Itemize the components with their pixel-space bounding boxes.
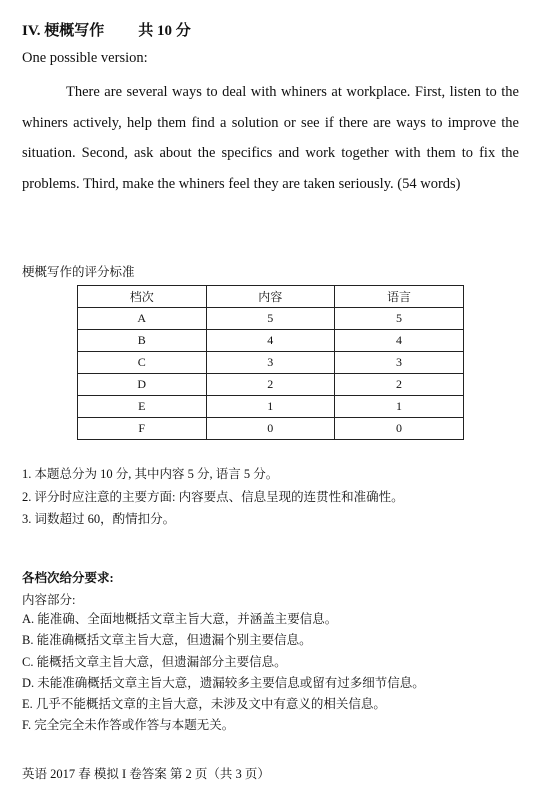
summary-paragraph: There are several ways to deal with whiners at workplace. First, listen to the whiners actively, help them find a solution or see if there are ways to improve the situation. Second, ask about the specifics and work together with them to fix the problems. Third, make the whiners feel they are taken seriously. (54 words) [22,84,519,192]
criteria-item: A. 能准确、全面地概括文章主旨大意，并涵盖主要信息。 [22,612,338,626]
page-footer: 英语 2017 春 模拟 I 卷答案 第 2 页（共 3 页） [22,767,270,781]
table-row [78,374,464,396]
header-language: 语言 [335,286,464,308]
table-row [78,330,464,352]
scoring-notes [22,463,404,531]
cell-level: F [78,418,207,440]
section-heading [22,19,191,40]
criteria-list [22,609,425,737]
note-item: 3. 词数超过 60，酌情扣分。 [22,512,176,526]
requirements-title: 各档次给分要求: [22,571,114,585]
criteria-item: E. 几乎不能概括文章的主旨大意，未涉及文中有意义的相关信息。 [22,697,386,712]
cell-content-score: 2 [206,374,335,396]
note-item: 1. 本题总分为 10 分, 其中内容 5 分, 语言 5 分。 [22,467,279,481]
header-level: 档次 [78,286,207,308]
table-caption: 梗概写作的评分标准 [22,265,135,279]
table-row [78,352,464,374]
table-row [78,308,464,330]
cell-level: C [78,352,207,374]
cell-level: E [78,396,207,418]
cell-content-score: 1 [206,396,335,418]
header-content: 内容 [206,286,335,308]
version-label: One possible version: [22,50,148,66]
scoring-table [77,285,464,440]
cell-language-score: 4 [335,330,464,352]
cell-level: B [78,330,207,352]
criteria-item: D. 未能准确概括文章主旨大意，遗漏较多主要信息或留有过多细节信息。 [22,675,425,690]
cell-content-score: 0 [206,418,335,440]
cell-language-score: 2 [335,374,464,396]
cell-language-score: 0 [335,418,464,440]
criteria-item: F. 完全完全未作答或作答与本题无关。 [22,718,235,733]
cell-language-score: 1 [335,396,464,418]
cell-content-score: 3 [206,352,335,374]
cell-language-score: 5 [335,308,464,330]
section-points: 共 10 分 [138,23,191,39]
note-item: 2. 评分时应注意的主要方面: 内容要点、信息呈现的连贯性和准确性。 [22,489,404,504]
criteria-item: C. 能概括文章主旨大意，但遗漏部分主要信息。 [22,654,287,669]
cell-content-score: 4 [206,330,335,352]
content-section-label: 内容部分: [22,593,76,607]
section-title: IV. 梗概写作 [22,23,105,39]
table-header-row [78,286,464,308]
criteria-item: B. 能准确概括文章主旨大意，但遗漏个别主要信息。 [22,633,312,648]
cell-level: A [78,308,207,330]
cell-level: D [78,374,207,396]
cell-language-score: 3 [335,352,464,374]
table-row [78,396,464,418]
table-row [78,418,464,440]
cell-content-score: 5 [206,308,335,330]
